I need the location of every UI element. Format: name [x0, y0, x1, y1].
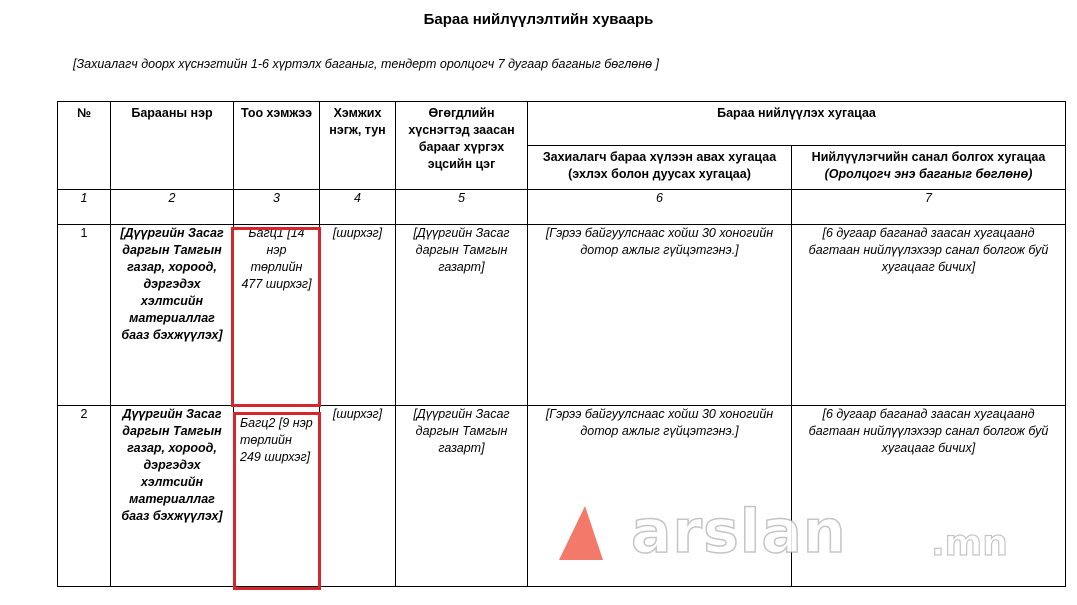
- column-number: 1: [58, 190, 111, 225]
- item-quantity: Багц2 [9 нэр төрлийн 249 ширхэг]: [234, 406, 320, 587]
- item-quantity: Багц1 [14 нэр төрлийн 477 ширхэг]: [234, 225, 320, 406]
- header-supplier-offer: [792, 146, 1066, 190]
- column-number: 4: [320, 190, 396, 225]
- column-number: 7: [792, 190, 1066, 225]
- header-destination: Өгөгдлийн хүснэгтэд заасан барааг хүргэх эцсийн цэг: [396, 102, 528, 190]
- header-delivery: Бараа нийлүүлэх хугацаа: [528, 102, 1066, 146]
- header-supplier-offer-label: Нийлүүлэгчийн санал болгох хугацаа: [811, 150, 1046, 164]
- column-number: 6: [528, 190, 792, 225]
- watermark-text: arslan: [631, 497, 847, 567]
- watermark-tld: .mn: [931, 523, 1008, 564]
- delivery-period: [Гэрээ байгуулснаас хойш 30 хоногийн дотор ажлыг гүйцэтгэнэ.]: [528, 225, 792, 406]
- row-number: 1: [58, 225, 111, 406]
- header-qty: Тоо хэмжээ: [234, 102, 320, 190]
- supplier-offer: [6 дугаар баганад заасан хугацаанд багтаан нийлүүлэхээр санал болгож буй хугацааг бичих]: [792, 406, 1066, 587]
- item-unit: [ширхэг]: [320, 406, 396, 587]
- table-row: [58, 225, 1066, 406]
- supplier-offer: [6 дугаар баганад заасан хугацаанд багтаан нийлүүлэхээр санал болгож буй хугацааг бичих]: [792, 225, 1066, 406]
- item-name: [Дүүргийн Засаг даргын Тамгын газар, хороод, дэргэдэх хэлтсийн материаллаг бааз бэхжүүлэх]: [111, 225, 234, 406]
- delivery-period: [Гэрээ байгуулснаас хойш 30 хоногийн дотор ажлыг гүйцэтгэнэ.]: [528, 406, 792, 587]
- header-no: №: [58, 102, 111, 190]
- header-unit: Хэмжих нэгж, тун: [320, 102, 396, 190]
- delivery-destination: [Дүүргийн Засаг даргын Тамгын газарт]: [396, 225, 528, 406]
- column-number: 5: [396, 190, 528, 225]
- instruction-note: [Захиалагч доорх хүснэгтийн 1-6 хүртэлх баганыг, тендерт оролцогч 7 дугаар баганыг бөглөнө ]: [73, 57, 659, 71]
- header-customer-period: Захиалагч бараа хүлээн авах хугацаа (эхлэх болон дуусах хугацаа): [528, 146, 792, 190]
- column-number-row: [58, 190, 1066, 225]
- delivery-schedule-table: [57, 101, 1066, 587]
- header-name: Барааны нэр: [111, 102, 234, 190]
- table-row: [58, 406, 1066, 587]
- item-name: Дүүргийн Засаг даргын Тамгын газар, хороод, дэргэдэх хэлтсийн материаллаг бааз бэхжүүлэх]: [111, 406, 234, 587]
- item-unit: [ширхэг]: [320, 225, 396, 406]
- row-number: 2: [58, 406, 111, 587]
- header-supplier-offer-note: (Оролцогч энэ баганыг бөглөнө): [824, 167, 1033, 181]
- document-title: Бараа нийлүүлэлтийн хуваарь: [423, 11, 654, 28]
- column-number: 2: [111, 190, 234, 225]
- delivery-destination: [Дүүргийн Засаг даргын Тамгын газарт]: [396, 406, 528, 587]
- column-number: 3: [234, 190, 320, 225]
